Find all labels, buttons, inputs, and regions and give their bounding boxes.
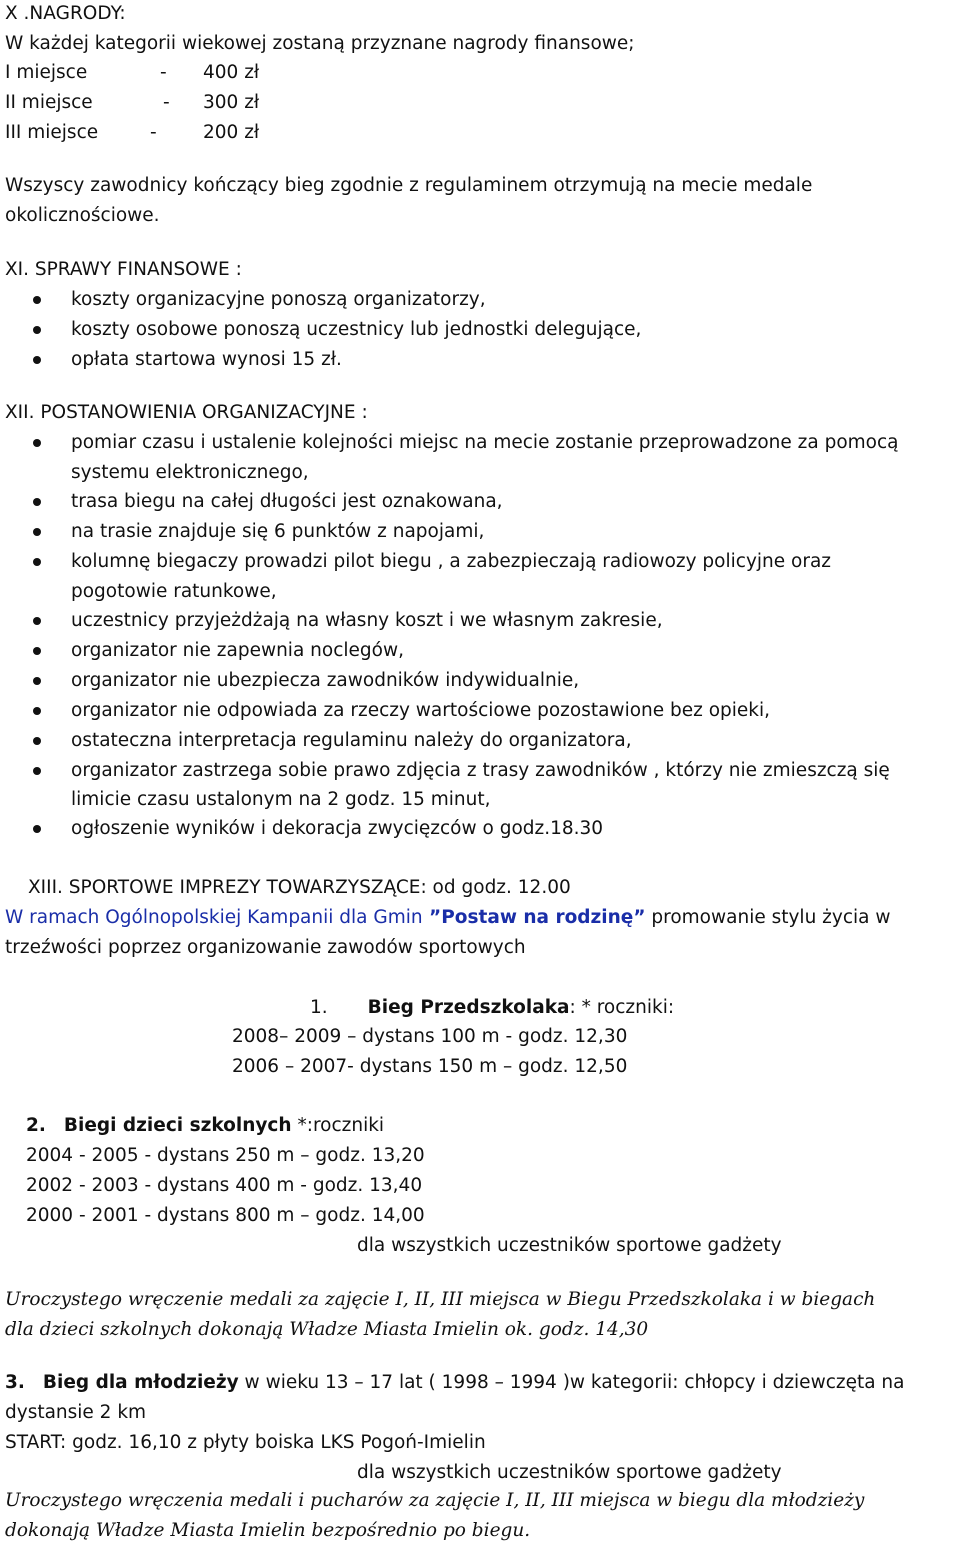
prize-dash: - [160, 62, 167, 83]
event-rest: w wieku 13 – 17 lat ( 1998 – 1994 )w kategorii: chłopcy i dziewczęta na [238, 1372, 905, 1393]
campaign-text-cont: trzeźwości poprzez organizowanie zawodów sportowych [5, 937, 526, 958]
prize-row [0, 92, 300, 114]
bullet-icon [33, 498, 41, 506]
bullet-icon [33, 677, 41, 685]
rule-item: ostateczna interpretacja regulaminu należy do organizatora, [71, 730, 632, 751]
bullet-icon [33, 707, 41, 715]
finance-item: opłata startowa wynosi 15 zł. [71, 349, 342, 370]
event-rest: : * roczniki: [569, 997, 675, 1018]
prize-dash: - [163, 92, 170, 113]
event-3-heading [5, 1372, 905, 1394]
section-10-heading: X .NAGRODY: [5, 3, 126, 24]
rule-item: trasa biegu na całej długości jest oznakowana, [71, 491, 503, 512]
rule-item: na trasie znajduje się 6 punktów z napojami, [71, 521, 485, 542]
campaign-name: W ramach Ogólnopolskiej Kampanii dla Gmin [5, 907, 423, 928]
bullet-icon [33, 326, 41, 334]
rule-item: organizator nie odpowiada za rzeczy wartościowe pozostawione bez opieki, [71, 700, 771, 721]
rule-item: organizator zastrzega sobie prawo zdjęcia z trasy zawodników , którzy nie zmieszczą się [71, 760, 890, 781]
event-1-row: 2006 – 2007- dystans 150 m – godz. 12,50 [232, 1056, 628, 1077]
start-info: START: godz. 16,10 z płyty boiska LKS Pogoń-Imielin [5, 1432, 486, 1453]
event-2-row: 2002 - 2003 - dystans 400 m - godz. 13,40 [26, 1175, 423, 1196]
rule-item-cont: pogotowie ratunkowe, [71, 581, 277, 602]
prize-place: I miejsce [5, 62, 88, 83]
prize-row [0, 62, 300, 84]
event-title: Bieg dla młodzieży [42, 1372, 239, 1393]
rule-item: organizator nie zapewnia noclegów, [71, 640, 404, 661]
prizes-intro: W każdej kategorii wiekowej zostaną przyznane nagrody finansowe; [5, 33, 635, 54]
medals-text: Wszyscy zawodnicy kończący bieg zgodnie z regulaminem otrzymują na mecie medale [5, 175, 813, 196]
event-2-row: 2004 - 2005 - dystans 250 m – godz. 13,20 [26, 1145, 425, 1166]
rule-item: kolumnę biegaczy prowadzi pilot biegu , a zabezpieczają radiowozy policyjne oraz [71, 551, 831, 572]
section-11-heading: XI. SPRAWY FINANSOWE : [5, 259, 242, 280]
event-1-row: 2008– 2009 – dystans 100 m - godz. 12,30 [232, 1026, 628, 1047]
prize-amount: 300 zł [203, 92, 260, 113]
ceremony-text: Uroczystego wręczenie medali za zajęcie I, II, III miejsca w Biegu Przedszkolaka i w biegach [5, 1289, 876, 1310]
bullet-icon [33, 356, 41, 364]
prize-amount: 400 zł [203, 62, 260, 83]
campaign-text [5, 907, 891, 929]
event-number: 1. [310, 997, 328, 1018]
bullet-icon [33, 825, 41, 833]
section-12-heading: XII. POSTANOWIENIA ORGANIZACYJNE : [5, 402, 368, 423]
bullet-icon [33, 558, 41, 566]
bullet-icon [33, 767, 41, 775]
gadgets-note: dla wszystkich uczestników sportowe gadżety [357, 1235, 782, 1256]
rule-item: pomiar czasu i ustalenie kolejności miejsc na mecie zostanie przeprowadzone za pomocą [71, 432, 899, 453]
final-ceremony-text-cont: dokonają Władze Miasta Imielin bezpośrednio po biegu. [5, 1520, 531, 1541]
rule-item-cont: limicie czasu ustalonym na 2 godz. 15 minut, [71, 789, 491, 810]
bullet-icon [33, 439, 41, 447]
event-number: 3. [5, 1372, 25, 1393]
section-13-heading: XIII. SPORTOWE IMPREZY TOWARZYSZĄCE: od godz. 12.00 [28, 877, 571, 898]
event-title: Bieg Przedszkolaka [367, 997, 570, 1018]
rule-item: ogłoszenie wyników i dekoracja zwycięzców o godz.18.30 [71, 818, 604, 839]
campaign-rest: promowanie stylu życia w [645, 907, 891, 928]
rule-item: uczestnicy przyjeżdżają na własny koszt i we własnym zakresie, [71, 610, 663, 631]
gadgets-note: dla wszystkich uczestników sportowe gadżety [357, 1462, 782, 1483]
bullet-icon [33, 737, 41, 745]
bullet-icon [33, 647, 41, 655]
prize-amount: 200 zł [203, 122, 260, 143]
medals-text-cont: okolicznościowe. [5, 205, 160, 226]
event-rest: *:roczniki [291, 1115, 385, 1136]
event-2-row: 2000 - 2001 - dystans 800 m – godz. 14,00 [26, 1205, 425, 1226]
bullet-icon [33, 296, 41, 304]
bullet-icon [33, 528, 41, 536]
finance-item: koszty osobowe ponoszą uczestnicy lub jednostki delegujące, [71, 319, 642, 340]
event-1-heading [310, 997, 674, 1019]
prize-place: III miejsce [5, 122, 99, 143]
final-ceremony-text: Uroczystego wręczenia medali i pucharów za zajęcie I, II, III miejsca w biegu dla młodzieży [5, 1490, 865, 1511]
rule-item: organizator nie ubezpiecza zawodników indywidualnie, [71, 670, 580, 691]
event-2-heading [26, 1115, 384, 1137]
prize-row [0, 122, 300, 144]
prize-dash: - [150, 122, 157, 143]
campaign-slogan: ”Postaw na rodzinę” [422, 907, 646, 928]
finance-item: koszty organizacyjne ponoszą organizatorzy, [71, 289, 486, 310]
ceremony-text-cont: dla dzieci szkolnych dokonają Władze Miasta Imielin ok. godz. 14,30 [5, 1319, 649, 1340]
event-number: 2. [26, 1115, 46, 1136]
rule-item-cont: systemu elektronicznego, [71, 462, 309, 483]
event-title: Biegi dzieci szkolnych [63, 1115, 292, 1136]
prize-place: II miejsce [5, 92, 93, 113]
event-3-text-cont: dystansie 2 km [5, 1402, 147, 1423]
bullet-icon [33, 617, 41, 625]
